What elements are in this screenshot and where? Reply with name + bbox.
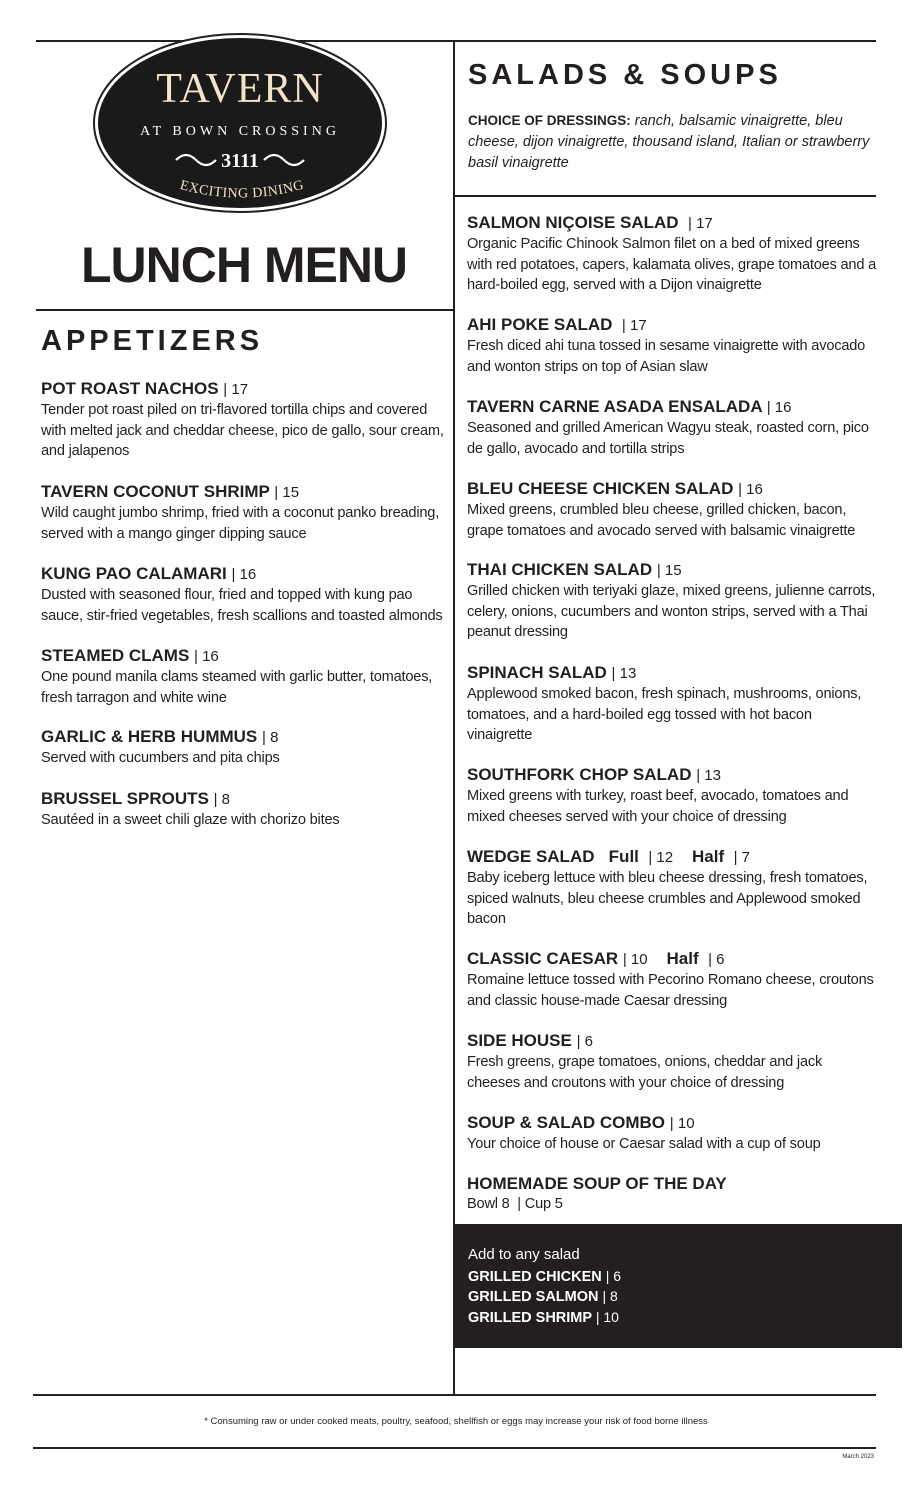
item-price: | 8	[213, 791, 230, 808]
item-description: Wild caught jumbo shrimp, fried with a coconut panko breading, served with a mango ginger dipping sauce	[41, 505, 440, 542]
page-title: LUNCH MENU	[80, 237, 408, 293]
item-description: Fresh diced ahi tuna tossed in sesame vinaigrette with avocado and wonton strips on top of Asian slaw	[467, 338, 866, 375]
addon-name: GRILLED SALMON	[468, 1289, 599, 1305]
item-option-full: Full	[608, 847, 639, 866]
logo-number: 3111	[221, 150, 259, 172]
addon-item	[468, 1309, 619, 1326]
item-description: Your choice of house or Caesar salad with a cup of soup	[467, 1136, 821, 1152]
item-price: | 10	[622, 951, 648, 968]
appetizers-heading: APPETIZERS	[41, 325, 264, 357]
item-name: TAVERN CARNE ASADA ENSALADA	[467, 397, 762, 416]
dressings-text: ranch, balsamic vinaigrette, bleu cheese, dijon vinaigrette, thousand island, Italian or strawberry basil vinaigrette	[468, 113, 870, 171]
logo-subtitle: AT BOWN CROSSING	[140, 124, 340, 139]
item-name: AHI POKE SALAD	[467, 315, 613, 334]
item-option-half: Half	[666, 949, 699, 968]
item-description: Dusted with seasoned flour, fried and topped with kung pao sauce, stir-fried vegetables, fresh scallions and toasted almonds	[41, 587, 443, 624]
item-price: | 16	[766, 399, 792, 416]
item-description: Tender pot roast piled on tri-flavored tortilla chips and covered with melted jack and cheddar cheese, pico de gallo, sour cream, and jalapenos	[41, 402, 444, 459]
salads-heading: SALADS & SOUPS	[468, 59, 782, 91]
salad-item	[467, 1173, 877, 1215]
item-description: Applewood smoked bacon, fresh spinach, mushrooms, onions, tomatoes, and a hard-boiled egg tossed with hot bacon vinaigrette	[467, 686, 862, 743]
item-name: THAI CHICKEN SALAD	[467, 560, 653, 579]
salad-item	[467, 314, 877, 377]
item-name: BRUSSEL SPROUTS	[41, 789, 209, 808]
item-price: | 12	[648, 849, 674, 866]
salad-item	[467, 846, 877, 930]
appetizer-item	[41, 645, 445, 708]
addon-price: | 8	[602, 1288, 618, 1304]
item-description: Baby iceberg lettuce with bleu cheese dressing, fresh tomatoes, spiced walnuts, bleu cheese crumbles and Applewood smoked bacon	[467, 870, 868, 927]
item-price: | 16	[231, 566, 257, 583]
addon-item	[468, 1268, 621, 1285]
salad-addons-box	[454, 1224, 902, 1348]
salad-item	[467, 212, 877, 296]
appetizer-item	[41, 563, 445, 626]
item-name: CLASSIC CAESAR	[467, 949, 619, 968]
item-description: Mixed greens, crumbled bleu cheese, grilled chicken, bacon, grape tomatoes and avocado served with balsamic vinaigrette	[467, 502, 856, 539]
food-safety-disclaimer: * Consuming raw or under cooked meats, poultry, seafood, shellfish or eggs may increase your risk of food borne illness	[204, 1416, 708, 1427]
logo-name: TAVERN	[156, 66, 324, 112]
salad-item	[467, 1112, 877, 1155]
item-description: Grilled chicken with teriyaki glaze, mixed greens, julienne carrots, celery, onions, cucumbers and wonton strips, served with a Thai peanut dressing	[467, 583, 876, 640]
item-price: | 10	[669, 1115, 695, 1132]
appetizer-item	[41, 788, 445, 831]
item-name: WEDGE SALAD	[467, 847, 595, 866]
item-price: | 6	[576, 1033, 593, 1050]
column-divider	[453, 40, 455, 1396]
item-name: KUNG PAO CALAMARI	[41, 564, 227, 583]
item-price: | 13	[696, 767, 721, 784]
addons-intro: Add to any salad	[468, 1246, 580, 1263]
item-name: HOMEMADE SOUP OF THE DAY	[467, 1174, 727, 1193]
item-description: Mixed greens with turkey, roast beef, avocado, tomatoes and mixed cheeses served with your choice of dressing	[467, 788, 849, 825]
item-description: Romaine lettuce tossed with Pecorino Romano cheese, croutons and classic house-made Caesar dressing	[467, 972, 874, 1009]
logo-tagline: EXCITING DINING	[178, 177, 306, 202]
item-description: Fresh greens, grape tomatoes, onions, cheddar and jack cheeses and croutons with your choice of dressing	[467, 1054, 823, 1091]
item-price-half: | 6	[708, 951, 725, 968]
addon-name: GRILLED SHRIMP	[468, 1310, 592, 1326]
item-name: SIDE HOUSE	[467, 1031, 572, 1050]
item-description: One pound manila clams steamed with garlic butter, tomatoes, fresh tarragon and white wine	[41, 669, 433, 706]
addon-price: | 6	[605, 1268, 622, 1284]
dressings-label: CHOICE OF DRESSINGS:	[468, 113, 631, 128]
dressings-note	[468, 110, 878, 174]
item-name: TAVERN COCONUT SHRIMP	[41, 482, 270, 501]
item-name: SALMON NIÇOISE SALAD	[467, 213, 679, 232]
item-price: | 15	[274, 484, 300, 501]
item-price: | 16	[738, 481, 763, 498]
dressings-rule	[454, 195, 876, 197]
item-option-half: Half	[692, 847, 725, 866]
title-rule	[36, 309, 454, 311]
item-price: | 17	[223, 381, 249, 398]
item-price: | 17	[688, 215, 713, 232]
item-price: | 8	[262, 729, 279, 746]
menu-date: March 2023	[842, 1454, 874, 1460]
tavern-logo	[92, 32, 388, 214]
bottom-rule	[33, 1394, 876, 1396]
item-price: | 15	[656, 562, 682, 579]
item-price: | 17	[621, 317, 647, 334]
salad-item	[467, 764, 877, 827]
item-description: Bowl 8 | Cup 5	[467, 1196, 563, 1212]
appetizer-item	[41, 726, 445, 769]
addon-name: GRILLED CHICKEN	[468, 1269, 602, 1285]
item-name: POT ROAST NACHOS	[41, 379, 219, 398]
item-price-half: | 7	[733, 849, 750, 866]
item-name: SOUTHFORK CHOP SALAD	[467, 765, 692, 784]
item-description: Served with cucumbers and pita chips	[41, 750, 280, 766]
addon-price: | 10	[595, 1309, 619, 1325]
addon-item	[468, 1288, 618, 1305]
item-name: SOUP & SALAD COMBO	[467, 1113, 666, 1132]
salad-item	[467, 1030, 877, 1093]
salad-item	[467, 948, 877, 1011]
item-description: Sautéed in a sweet chili glaze with chorizo bites	[41, 812, 340, 828]
item-name: SPINACH SALAD	[467, 663, 607, 682]
item-name: BLEU CHEESE CHICKEN SALAD	[467, 479, 734, 498]
salad-item	[467, 396, 877, 459]
item-name: GARLIC & HERB HUMMUS	[41, 727, 258, 746]
appetizer-item	[41, 481, 445, 544]
item-price: | 13	[611, 665, 637, 682]
item-price: | 16	[194, 648, 219, 665]
salad-item	[467, 559, 877, 643]
item-description: Seasoned and grilled American Wagyu steak, roasted corn, pico de gallo, avocado and tortilla strips	[467, 420, 869, 457]
salad-item	[467, 478, 877, 541]
item-name: STEAMED CLAMS	[41, 646, 190, 665]
item-description: Organic Pacific Chinook Salmon filet on a bed of mixed greens with red potatoes, capers, kalamata olives, grape tomatoes and a hard-boiled egg, served with a Dijon vinaigrette	[467, 236, 877, 293]
footer-rule	[33, 1447, 876, 1449]
appetizer-item	[41, 378, 445, 462]
salad-item	[467, 662, 877, 746]
